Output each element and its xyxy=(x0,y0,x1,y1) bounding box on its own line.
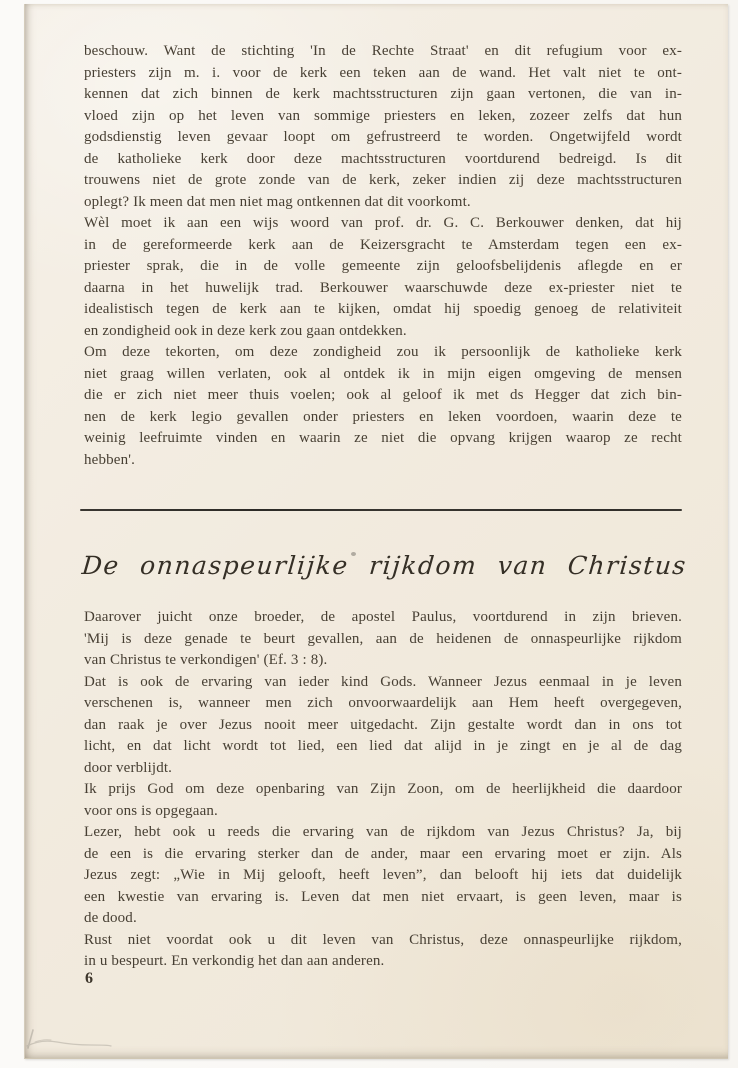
text-line: idealistisch tegen de kerk aan te kijken, omdat hij spoedig genoeg de relativiteit xyxy=(84,301,682,317)
text-line: de een is die ervaring sterker dan de ander, maar een ervaring moet er zijn. Als xyxy=(84,845,682,862)
book-page xyxy=(24,4,728,1059)
page-number: 6 xyxy=(85,970,93,987)
text-line: daarna in het huwelijk trad. Berkouwer waarschuwde deze ex-priester niet te xyxy=(84,279,682,296)
text-line: in u bespeurt. En verkondig het dan aan anderen. xyxy=(84,953,385,969)
text-line: niet graag willen verlaten, ook al ontdek ik in mijn eigen omgeving de mensen xyxy=(84,365,682,382)
pencil-mark xyxy=(19,1022,129,1062)
text-line: hebben'. xyxy=(84,451,135,468)
text-line: de katholieke kerk door deze machtsstructuren voortdurend bedreigd. Is dit xyxy=(84,150,682,167)
text-line: Dat is ook de ervaring van ieder kind Gods. Wanneer Jezus eenmaal in je leven xyxy=(84,673,682,690)
text-line: kennen dat zich binnen de kerk machtsstructuren zijn gaan vertonen, die van in- xyxy=(84,86,682,102)
text-line: in de gereformeerde kerk aan de Keizersgracht te Amsterdam tegen een ex- xyxy=(84,236,682,253)
text-line: en zondigheid ook in deze kerk zou gaan ontdekken. xyxy=(84,322,407,339)
section-divider xyxy=(80,509,682,511)
text-line: Ik prijs God om deze openbaring van Zijn Zoon, om de heerlijkheid die daardoor xyxy=(84,781,682,797)
text-line: Lezer, hebt ook u reeds die ervaring van de rijkdom van Jezus Christus? Ja, bij xyxy=(84,824,682,840)
text-line: vloed zijn op het leven van sommige priesters en leken, zozeer zelfs dat hun xyxy=(84,107,682,124)
text-line: Wèl moet ik aan een wijs woord van prof. dr. G. C. Berkouwer denken, dat hij xyxy=(84,215,682,231)
text-line: weinig leefruimte vinden en waarin ze niet die opvang krijgen waarop ze recht xyxy=(84,430,682,446)
text-line: verschenen is, wanneer men zich onvoorwaardelijk aan Hem heeft overgegeven, xyxy=(84,695,682,711)
text-line: Daarover juicht onze broeder, de apostel Paulus, voortdurend in zijn brieven. xyxy=(84,609,682,625)
text-line: Om deze tekorten, om deze zondigheid zou ik persoonlijk de katholieke kerk xyxy=(84,344,682,360)
intro-text-block xyxy=(84,41,682,471)
text-line: voor ons is opgegaan. xyxy=(84,802,218,819)
section-heading: De onnaspeurlijke rijkdom van Christus xyxy=(80,551,689,580)
text-line: die er zich niet meer thuis voelen; ook al geloof ik met ds Hegger dat zich bin- xyxy=(84,387,682,403)
text-line: priesters zijn m. i. voor de kerk een teken aan de wand. Het valt niet te ont- xyxy=(84,64,682,81)
text-line: van Christus te verkondigen' (Ef. 3 : 8). xyxy=(84,652,328,668)
text-line: godsdienstig leven gevaar loopt om gefrustreerd te worden. Ongetwijfeld wordt xyxy=(84,129,682,145)
text-line: priester sprak, die in de volle gemeente zijn geloofsbelijdenis aflegde en er xyxy=(84,258,682,274)
text-line: dan raak je over Jezus nooit meer uitgedacht. Zijn gestalte wordt dan in ons tot xyxy=(84,716,682,733)
section-text-block xyxy=(84,607,682,973)
text-line: nen de kerk legio gevallen onder priesters en leken voordoen, waarin deze te xyxy=(84,408,682,425)
text-line: beschouw. Want de stichting 'In de Rechte Straat' en dit refugium voor ex- xyxy=(84,43,682,59)
text-line: Rust niet voordat ook u dit leven van Christus, deze onnaspeurlijke rijkdom, xyxy=(84,931,682,948)
text-line: Jezus zegt: „Wie in Mij gelooft, heeft leven”, dan belooft hij iets dat duidelijk xyxy=(84,867,682,883)
text-line: de dood. xyxy=(84,910,137,926)
text-line: door verblijdt. xyxy=(84,759,173,776)
text-line: licht, en dat licht wordt tot lied, een lied dat alijd in je zingt en je al de dag xyxy=(84,738,682,754)
text-line: een kwestie van ervaring is. Leven dat men niet ervaart, is geen leven, maar is xyxy=(84,888,682,905)
text-line: oplegt? Ik meen dat men niet mag ontkennen dat dit voorkomt. xyxy=(84,193,471,210)
text-line: trouwens niet de grote zonde van de kerk, zeker indien zij deze machtsstructuren xyxy=(84,172,682,188)
text-line: 'Mij is deze genade te beurt gevallen, aan de heidenen de onnaspeurlijke rijkdom xyxy=(84,630,682,647)
